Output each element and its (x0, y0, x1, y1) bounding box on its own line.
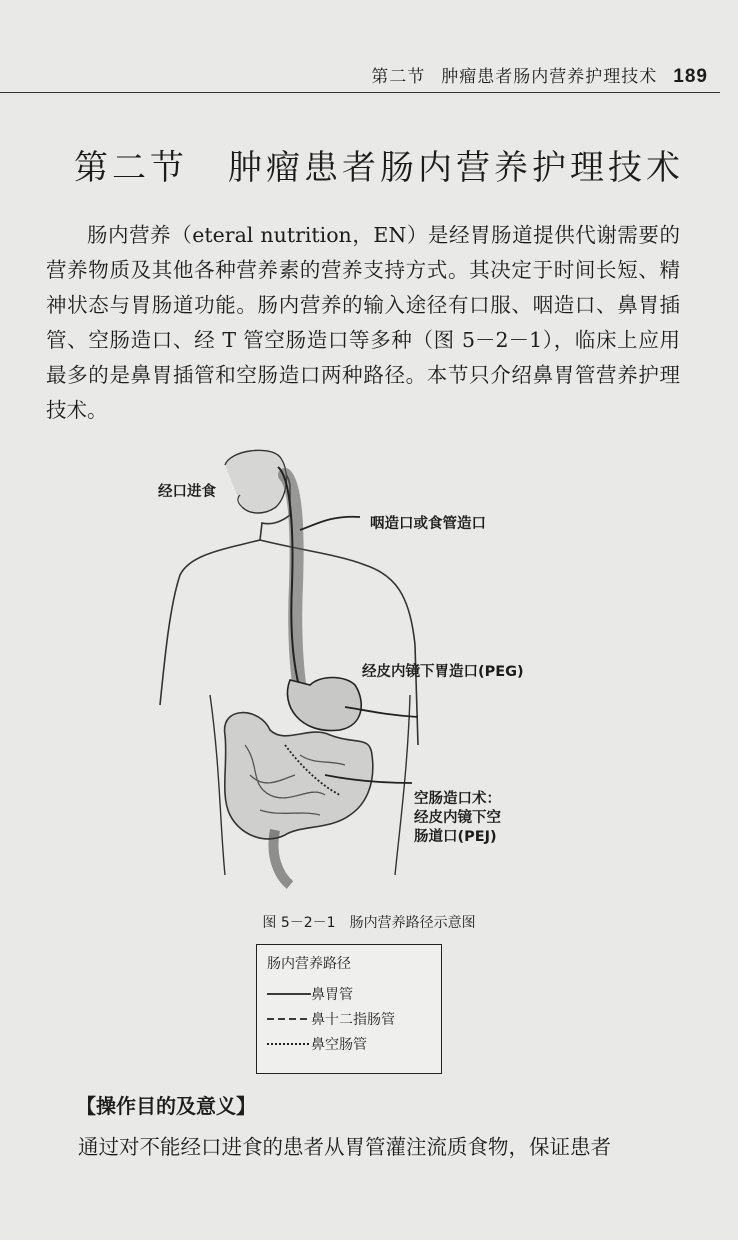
section-title (60, 140, 698, 189)
label-oral-intake: 经口进食 (158, 484, 216, 500)
section-title-number: 第二节 (74, 148, 188, 188)
dashed-line-icon (267, 1014, 311, 1024)
legend-title: 肠内营养路径 (267, 956, 351, 972)
solid-line-icon (267, 989, 311, 999)
page-number: 189 (673, 66, 708, 87)
running-head (371, 62, 708, 88)
figure-legend (256, 944, 442, 1074)
dotted-line-icon (267, 1039, 311, 1049)
enteral-route-figure (150, 445, 600, 905)
legend-label: 鼻十二指肠管 (311, 1011, 395, 1028)
subsection-text: 通过对不能经口进食的患者从胃管灌注流质食物，保证患者 (78, 1135, 611, 1159)
legend-label: 鼻胃管 (311, 986, 353, 1003)
legend-label: 鼻空肠管 (311, 1036, 367, 1053)
label-pej: 空肠造口术： 经皮内镜下空 肠道口(PEJ) (414, 791, 501, 845)
legend-item-nasojejunal (267, 1031, 431, 1056)
intro-paragraph: 肠内营养（eteral nutrition，EN）是经胃肠道提供代谢需要的营养物质及其他各种营养素的营养支持方式。其决定于时间长短、精神状态与胃肠道功能。肠内营养的输入途径有口服、咽造口、鼻胃插管、空肠造口、经 T 管空肠造口等多种（图 5－2－1），临床上应用最多的是鼻胃插管和空肠造口两种路径。本节只介绍鼻胃管营养护理技术。 (46, 223, 680, 422)
label-pharyngostomy: 咽造口或食管造口 (370, 516, 486, 532)
label-peg: 经皮内镜下胃造口(PEG) (362, 664, 524, 680)
running-head-title: 肿瘤患者肠内营养护理技术 (441, 67, 658, 87)
section-title-text: 肿瘤患者肠内营养护理技术 (228, 148, 684, 188)
legend-item-nasogastric (267, 981, 431, 1006)
subsection-heading: 【操作目的及意义】 (76, 1094, 256, 1118)
legend-item-nasoduodenal (267, 1006, 431, 1031)
running-head-section: 第二节 (371, 67, 426, 87)
figure-caption: 图 5－2－1 肠内营养路径示意图 (262, 915, 476, 931)
header-rule (0, 92, 720, 93)
